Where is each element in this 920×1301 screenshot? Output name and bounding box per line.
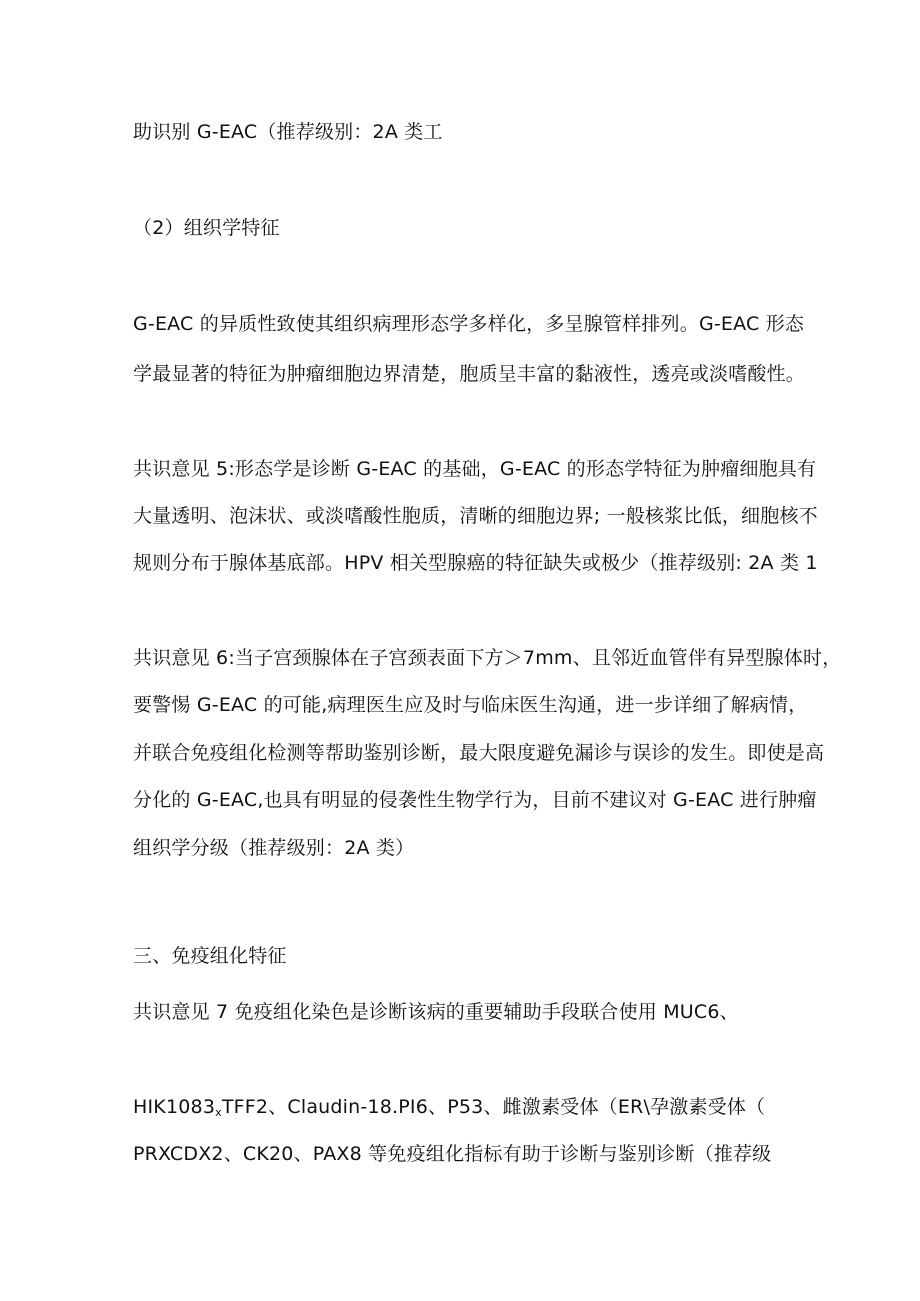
text-line-9: 要警惕 G-EAC 的可能,病理医生应及时与临床医生沟通，进一步详细了解病情，: [133, 694, 808, 716]
marker-text: HIK1083: [133, 1096, 216, 1118]
text-line-1: 助识别 G-EAC（推荐级别：2A 类工: [133, 121, 443, 143]
text-line-11: 分化的 G-EAC,也具有明显的侵袭性生物学行为，目前不建议对 G-EAC 进行肿瘤: [133, 789, 817, 811]
text-line-15: [133, 1095, 765, 1125]
section-heading-histology: （2）组织学特征: [133, 217, 280, 239]
text-line-10: 并联合免疫组化检测等帮助鉴别诊断，最大限度避免漏诊与误诊的发生。即使是高: [133, 742, 825, 764]
marker-text-continued: TFF2、Claudin-18.PI6、P53、雌激素受体（ER\孕激素受体（: [221, 1096, 766, 1118]
text-line-4: 学最显著的特征为肿瘤细胞边界清楚，胞质呈丰富的黏液性，透亮或淡嗜酸性。: [133, 363, 806, 385]
section-heading-immunohistochemistry: 三、免疫组化特征: [133, 945, 287, 967]
text-line-6: 大量透明、泡沫状、或淡嗜酸性胞质，清晰的细胞边界; 一般核浆比低，细胞核不: [133, 505, 818, 527]
subscript-x: x: [215, 1106, 222, 1119]
text-line-12: 组织学分级（推荐级别：2A 类）: [133, 837, 415, 859]
text-line-8: 共识意见 6:当子宫颈腺体在子宫颈表面下方＞7mm、且邻近血管伴有异型腺体时，: [133, 647, 842, 669]
text-line-5: 共识意见 5:形态学是诊断 G-EAC 的基础，G-EAC 的形态学特征为肿瘤细胞具有: [133, 458, 817, 480]
text-line-14: 共识意见 7 免疫组化染色是诊断该病的重要辅助手段联合使用 MUC6、: [133, 1001, 739, 1023]
text-line-16: PRXCDX2、CK20、PAX8 等免疫组化指标有助于诊断与鉴别诊断（推荐级: [133, 1143, 772, 1165]
text-line-3: G-EAC 的异质性致使其组织病理形态学多样化，多呈腺管样排列。G-EAC 形态: [133, 313, 805, 335]
text-line-7: 规则分布于腺体基底部。HPV 相关型腺癌的特征缺失或极少（推荐级别: 2A 类 1: [133, 552, 818, 574]
